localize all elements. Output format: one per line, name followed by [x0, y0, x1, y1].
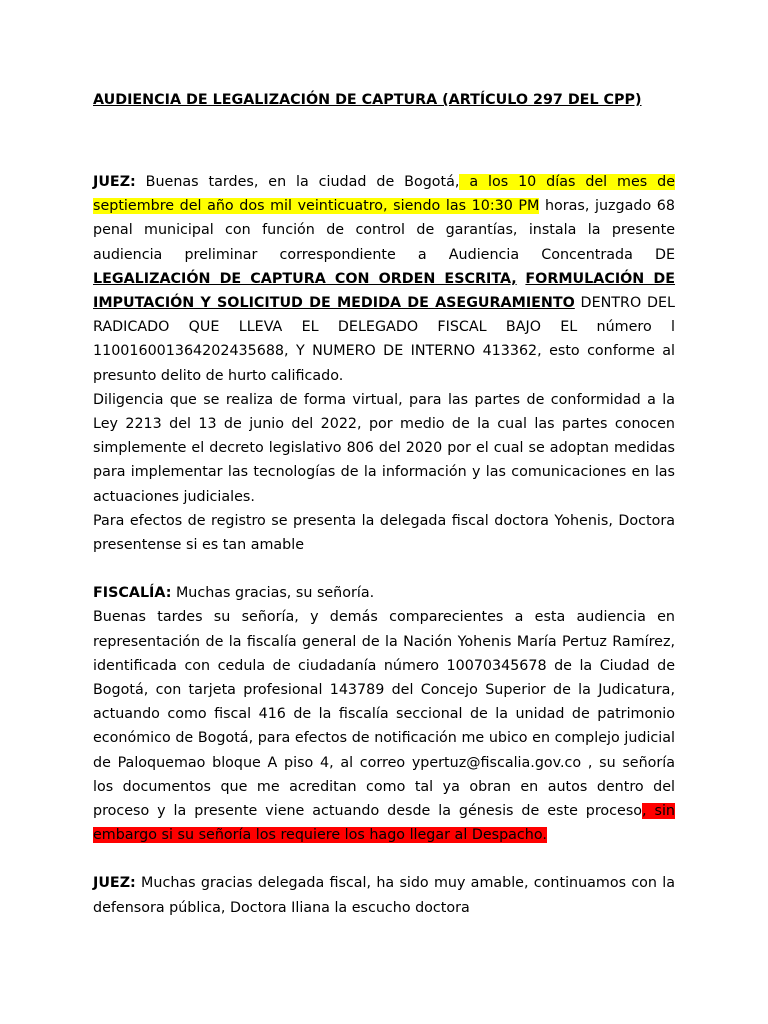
virtual-diligence-paragraph: Diligencia que se realiza de forma virtual, para las partes de conformidad a la Ley 2213 del 13 de junio del 2022, por medio de la cual las partes conocen simplemente el decreto legislativo 806 del 2020 por el cual se adoptan medidas para implementar las tecnologías de la información y las comunicaciones en las actuaciones judiciales.	[93, 391, 675, 505]
bold-underlined-text: FORMULACIÓN DE IMPUTACIÓN Y SOLICITUD DE MEDIDA DE ASEGURAMIENTO	[93, 270, 676, 312]
judge-opening-paragraph	[93, 170, 675, 388]
paragraph-text: Buenas tardes, en la ciudad de Bogotá,	[135, 174, 460, 190]
prosecutor-thanks-paragraph	[93, 581, 675, 605]
judge-continuation-paragraph	[93, 871, 675, 919]
paragraph-text: Muchas gracias delegada fiscal, ha sido muy amable, continuamos con la defensora pública, Doctora Iliana la escucho doctora	[93, 875, 675, 916]
paragraph-text: Muchas gracias, su señoría.	[171, 585, 375, 602]
paragraph-text: DENTRO DEL RADICADO QUE LLEVA EL DELEGADO FISCAL BAJO EL número l 11001600136420243568‌8, Y NUMERO DE INTERNO 413362, esto conforme al presunto delito de hurto calificado.	[93, 295, 675, 384]
document-title: AUDIENCIA DE LEGALIZACIÓN DE CAPTURA (ARTÍCULO 297 DEL CPP)	[93, 92, 642, 108]
spacer	[93, 557, 675, 581]
red-highlighted-text: , sin embargo si su señoría los requiere los hago llegar al Despacho.	[93, 803, 675, 844]
spacer	[93, 112, 675, 170]
bold-underlined-text: LEGALIZACIÓN DE CAPTURA CON ORDEN ESCRITA,	[93, 270, 517, 287]
registration-paragraph: Para efectos de registro se presenta la delegada fiscal doctora Yohenis, Doctora presentense si es tan amable	[93, 512, 675, 554]
speaker-label-prosecutor: FISCALÍA:	[93, 585, 172, 602]
speaker-label-judge: JUEZ:	[93, 174, 136, 190]
yellow-highlighted-text: a los 10 días del mes de septiembre del año dos mil veinticuatro, siendo las 10:30 PM	[93, 174, 675, 215]
speaker-label-judge: JUEZ:	[93, 875, 136, 892]
spacer	[93, 847, 675, 871]
prosecutor-introduction-paragraph	[93, 605, 675, 847]
document-page	[93, 88, 675, 920]
paragraph-text: horas, juzgado 68 penal municipal con función de control de garantías, instala la presente audiencia preliminar correspondiente a Audiencia Concentrada DE	[93, 198, 675, 263]
paragraph-text: Buenas tardes su señoría, y demás comparecientes a esta audiencia en representación de la fiscalía general de la Nación Yohenis María Pertuz Ramírez, identificada con cedula de ciudadanía número 10070345678 de la Ciudad de Bogotá, con tarjeta profesional 143789 del Concejo Superior de la Judicatura, actuando como fiscal 416 de la fiscalía seccional de la unidad de patrimonio económico de Bogotá, para efectos de notificación me ubico en complejo judicial de Paloquemao bloque A piso 4, al correo ypertuz@fiscalia.gov.co , su señoría los documentos que me acreditan como tal ya obran en autos dentro del proceso y la presente viene actuando desde la génesis de este proceso	[93, 609, 675, 820]
